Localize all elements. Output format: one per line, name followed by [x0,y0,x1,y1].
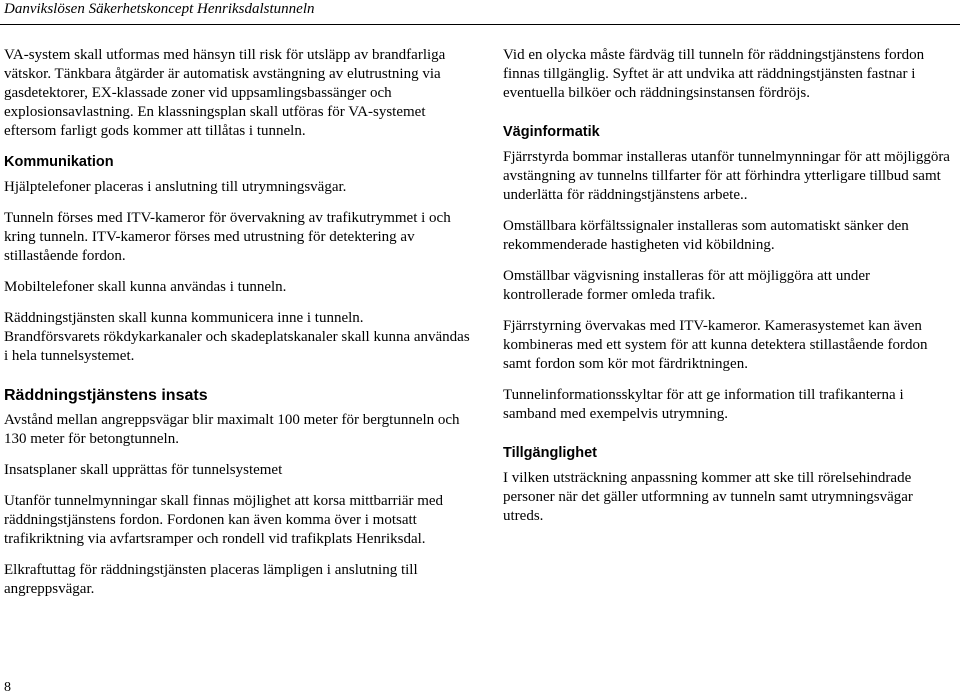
raddningstjanstens-insats-heading: Räddningstjänstens insats [4,387,208,404]
tillganglighet-heading: Tillgänglighet [503,445,597,461]
kommunikation-paragraph-3: Mobiltelefoner skall kunna användas i tunneln. [4,279,287,295]
left-column [4,46,474,611]
raddning-paragraph-4: Elkraftuttag för räddningstjänsten placeras lämpligen i anslutning till angreppsvägar. [4,562,418,597]
kommunikation-heading: Kommunikation [4,154,114,170]
kommunikation-paragraph-4b: Brandförsvarets rökdykarkanaler och skadeplatskanaler skall kunna användas i hela tunnelsystemet. [4,329,470,364]
right-column [503,46,953,538]
document-title: Danvikslösen Säkerhetskoncept Henriksdalstunneln [4,1,315,17]
intro-paragraph: Vid en olycka måste färdväg till tunneln för räddningstjänstens fordon finnas tillgänglig. Syftet är att undvika att räddningstjänsten fastnar i eventuella bilköer och räddningsinstansen fördröjs. [503,47,925,101]
page-number: 8 [4,680,11,695]
kommunikation-paragraph-1: Hjälptelefoner placeras i anslutning till utrymningsvägar. [4,179,347,195]
raddning-paragraph-2: Insatsplaner skall upprättas för tunnelsystemet [4,462,283,478]
vaginformatik-paragraph-5: Tunnelinformationsskyltar för att ge information till trafikanterna i samband med exempelvis utrymning. [503,387,904,422]
raddning-paragraph-3: Utanför tunnelmynningar skall finnas möjlighet att korsa mittbarriär med räddningstjänstens fordon. Fordonen kan även komma över i motsatt trafikriktning via avfartsramper och rondell vid trafikplats Henriksdal. [4,493,444,547]
vaginformatik-paragraph-1: Fjärrstyrda bommar installeras utanför tunnelmynningar för att möjliggöra avstängning av tunnelns tillfarter för att förhindra ytterligare tillbud samt underlätta för räddningstjänstens arbete.. [503,149,950,203]
tillganglighet-paragraph-1: I vilken utsträckning anpassning kommer att ske till rörelsehindrade personer när det gäller utformning av tunneln samt utrymningsvägar utreds. [503,470,913,524]
raddning-paragraph-1: Avstånd mellan angreppsvägar blir maximalt 100 meter för bergtunneln och 130 meter för betongtunneln. [4,412,460,447]
kommunikation-paragraph-4a: Räddningstjänsten skall kunna kommunicera inne i tunneln. [4,310,364,326]
vaginformatik-paragraph-4: Fjärrstyrning övervakas med ITV-kameror. Kamerasystemet kan även kombineras med ett system för att kunna detektera stillastående fordon samt fordon som kör mot färdriktningen. [503,318,928,372]
vaginformatik-paragraph-3: Omställbar vägvisning installeras för att möjliggöra att under kontrollerade former omleda trafik. [503,268,870,303]
page-header [0,0,960,25]
vaginformatik-heading: Väginformatik [503,124,600,140]
kommunikation-paragraph-2: Tunneln förses med ITV-kameror för övervakning av trafikutrymmet i och kring tunneln. ITV-kameror förses med utrustning för detektering av stillastående fordon. [4,210,451,264]
va-system-paragraph: VA-system skall utformas med hänsyn till risk för utsläpp av brandfarliga vätskor. Tänkbara åtgärder är automatisk avstängning av elutrustning via gasdetektorer, EX-klassade zoner vid uppsamlingsbassänger och explosionsavlastning. En klassningsplan skall utföras för VA-systemet eftersom farligt gods kommer att tillåtas i tunneln. [4,47,446,139]
vaginformatik-paragraph-2: Omställbara körfältssignaler installeras som automatiskt sänker den rekommenderade hastigheten vid köbildning. [503,218,909,253]
